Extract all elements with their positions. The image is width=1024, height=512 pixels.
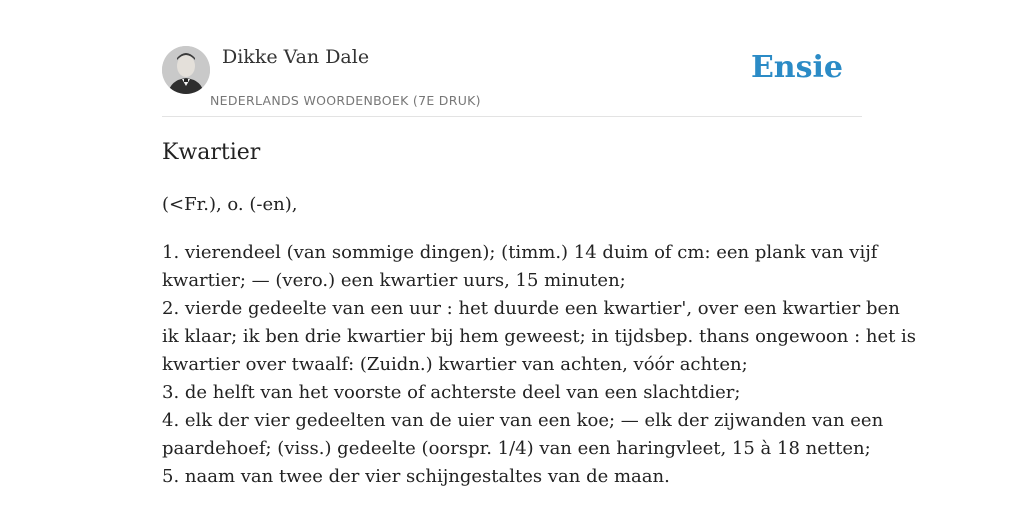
definition-line: paardehoef; (viss.) gedeelte (oorspr. 1/4) van een haringvleet, 15 à 18 netten;: [162, 438, 871, 459]
definition-line: 4. elk der vier gedeelten van de uier van een koe; — elk der zijwanden van een: [162, 410, 884, 431]
entry-header: [162, 0, 862, 117]
definition-line: kwartier over twaalf: (Zuidn.) kwartier van achten, vóór achten;: [162, 354, 748, 375]
definition-line: ik klaar; ik ben drie kwartier bij hem geweest; in tijdsbep. thans ongewoon : het is: [162, 326, 917, 347]
definition-line: kwartier; — (vero.) een kwartier uurs, 15 minuten;: [162, 270, 626, 291]
ensie-logo[interactable]: Ensie: [750, 50, 843, 85]
entry-grammar: (<Fr.), o. (-en),: [162, 194, 298, 215]
author-avatar[interactable]: [162, 46, 210, 94]
definition-line: 2. vierde gedeelte van een uur : het duurde een kwartier', over een kwartier ben: [162, 298, 900, 319]
definition-line: 5. naam van twee der vier schijngestaltes van de maan.: [162, 466, 670, 487]
definition-line: 3. de helft van het voorste of achterste deel van een slachtdier;: [162, 382, 741, 403]
entry-definitions: [162, 239, 917, 491]
definition-line: 1. vierendeel (van sommige dingen); (timm.) 14 duim of cm: een plank van vijf: [162, 242, 878, 263]
author-name[interactable]: Dikke Van Dale: [222, 46, 370, 68]
entry-card: [162, 0, 917, 512]
portrait-icon: [162, 46, 210, 94]
entry-title: Kwartier: [162, 140, 261, 165]
source-label[interactable]: NEDERLANDS WOORDENBOEK (7E DRUK): [210, 93, 481, 108]
